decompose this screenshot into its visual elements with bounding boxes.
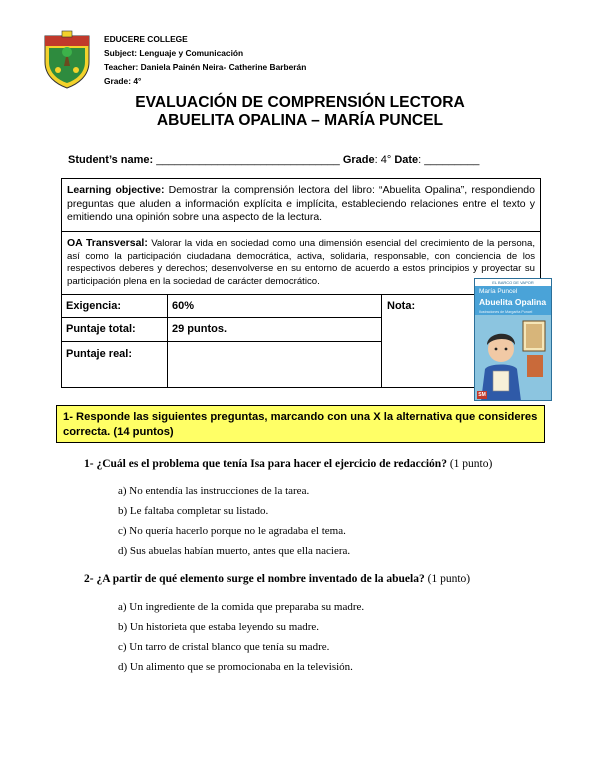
publisher-logo: SM [478, 392, 486, 398]
book-illustrator: Ilustraciones de Margarita Puncel [479, 310, 533, 314]
table-divider [381, 294, 382, 388]
puntaje-total-value: 29 puntos. [172, 323, 228, 335]
puntaje-total-label: Puntaje total: [66, 323, 136, 335]
grade-line: Grade: 4° [104, 76, 142, 86]
table-divider [61, 341, 381, 342]
book-title: Abuelita Opalina [479, 297, 547, 307]
grade-value: : 4° [374, 154, 395, 166]
q1-option-a[interactable]: a) No entendía las instrucciones de la tarea. [118, 485, 310, 497]
book-series: EL BARCO DE VAPOR [475, 279, 551, 286]
student-name-field[interactable]: ______________________________ [156, 154, 340, 166]
question-2-points: (1 punto) [424, 573, 471, 585]
learning-objective-box [61, 178, 541, 232]
question-1 [84, 458, 492, 470]
nota-label: Nota: [387, 300, 416, 312]
q2-option-a[interactable]: a) Un ingrediente de la comida que preparaba su madre. [118, 601, 365, 613]
student-info-line [68, 154, 479, 166]
subject-line: Subject: Lenguaje y Comunicación [104, 48, 244, 58]
q1-option-d[interactable]: d) Sus abuelas habían muerto, antes que ella naciera. [118, 545, 351, 557]
question-2-text: 2- ¿A partir de qué elemento surge el nombre inventado de la abuela? [84, 573, 425, 585]
learning-objective-text [62, 179, 540, 225]
oa-transversal-body: Valorar la vida en sociedad como una dimensión esencial del crecimiento de la persona, así como la participación ciudadana democrática, activa, solidaria, responsable, con conciencia de los respectivos deberes y derechos; desenvolverse en su entorno de acuerdo a estos principios y proyectar su participación plena en la sociedad de carácter democrático. [67, 238, 535, 288]
question-1-text: 1- ¿Cuál es el problema que tenía Isa para hacer el ejercicio de redacción? [84, 458, 447, 470]
book-author: María Puncel [479, 288, 518, 295]
oa-transversal-box [61, 231, 541, 295]
oa-transversal-label: OA Transversal: [67, 237, 148, 249]
question-1-points: (1 punto) [446, 458, 493, 470]
page-title: EVALUACIÓN DE COMPRENSIÓN LECTORA [135, 94, 465, 111]
puntaje-real-field[interactable] [172, 348, 372, 382]
q1-option-b[interactable]: b) Le faltaba completar su listado. [118, 505, 269, 517]
learning-objective-label: Learning objective: [67, 184, 165, 196]
q1-option-c[interactable]: c) No quería hacerlo porque no le agradaba el tema. [118, 525, 346, 537]
exigencia-value: 60% [172, 300, 195, 312]
section-1-instruction: 1- Responde las siguientes preguntas, marcando con una X la alternativa que consideres correcta. (14 puntos) [63, 411, 538, 438]
question-2 [84, 573, 470, 585]
school-logo [40, 30, 94, 90]
oa-transversal-text [62, 232, 540, 289]
puntaje-real-label: Puntaje real: [66, 348, 133, 360]
page-subtitle: ABUELITA OPALINA – MARÍA PUNCEL [156, 112, 444, 129]
grade-label: Grade [342, 154, 375, 166]
section-1-instruction-box [56, 405, 545, 443]
q2-option-d[interactable]: d) Un alimento que se promocionaba en la televisión. [118, 661, 353, 673]
q2-option-b[interactable]: b) Un historieta que estaba leyendo su madre. [118, 621, 319, 633]
date-field[interactable]: : _________ [418, 154, 480, 166]
date-label: Date [394, 154, 419, 166]
table-divider [61, 317, 381, 318]
book-cover [474, 278, 552, 401]
student-name-label: Student’s name: [68, 154, 154, 166]
exigencia-label: Exigencia: [66, 300, 122, 312]
teacher-line: Teacher: Daniela Painén Neira- Catherine Barberán [104, 62, 307, 72]
book-illustration [475, 315, 551, 401]
nota-field[interactable] [387, 318, 472, 384]
school-name: EDUCERE COLLEGE [104, 34, 188, 44]
learning-objective-body: Demostrar la comprensión lectora del libro: “Abuelita Opalina”, respondiendo preguntas que aluden a información explícita e implícita, estableciendo relaciones entre el texto y emitiendo una opinión sobre una aspecto de la lectura. [67, 184, 535, 224]
q2-option-c[interactable]: c) Un tarro de cristal blanco que tenía su madre. [118, 641, 330, 653]
